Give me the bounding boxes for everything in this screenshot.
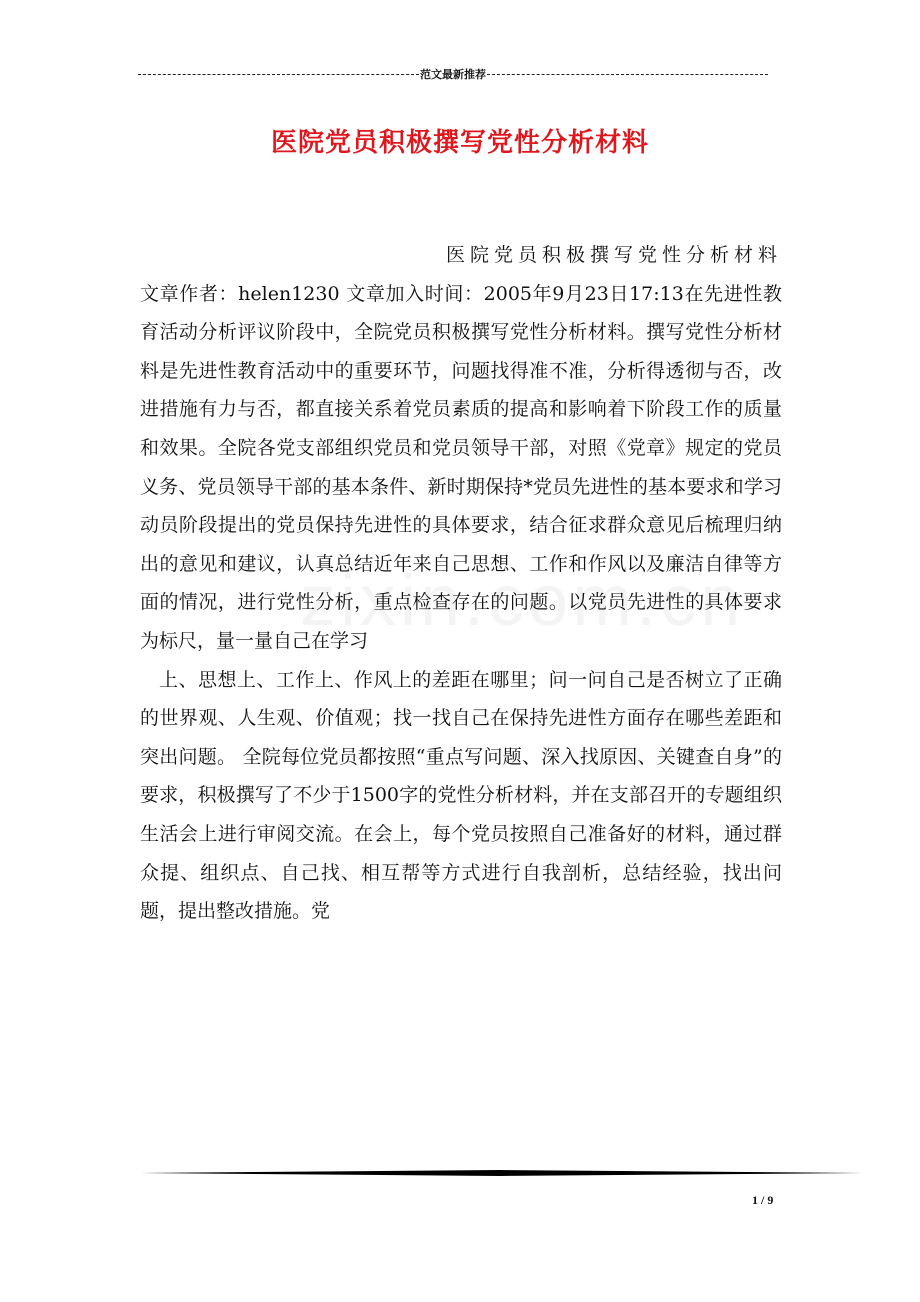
- document-body: [140, 236, 782, 931]
- footer-rule: [140, 1170, 863, 1176]
- sub-title: 医院党员积极撰写党性分析材料: [445, 244, 782, 266]
- page-number: 1 / 9: [752, 1193, 774, 1207]
- header-label: 范文最新推荐: [420, 69, 486, 81]
- header-line: [138, 66, 768, 82]
- header-dash-right: [487, 74, 768, 75]
- document-title: 医院党员积极撰写党性分析材料: [270, 128, 649, 158]
- paragraph-1: 文章作者：helen1230 文章加入时间：2005年9月23日17:13在先进性教育活动分析评议阶段中，全院党员积极撰写党性分析材料。撰写党性分析材料是先进性教育活动中的重要环节，问题找得准不准，分析得透彻与否，改进措施有力与否，都直接关系着党员素质的提高和影响着下阶段工作的质量和效果。全院各党支部组织党员和党员领导干部，对照《党章》规定的党员义务、党员领导干部的基本条件、新时期保持*党员先进性的基本要求和学习动员阶段提出的党员保持先进性的具体要求，结合征求群众意见后梳理归纳出的意见和建议，认真总结近年来自己思想、工作和作风以及廉洁自律等方面的情况，进行党性分析，重点检查存在的问题。以党员先进性的具体要求为标尺，量一量自己在学习: [140, 282, 782, 652]
- header-dash-left: [138, 74, 419, 75]
- paragraph-2: 上、思想上、工作上、作风上的差距在哪里；问一问自己是否树立了正确的世界观、人生观、价值观；找一找自己在保持先进性方面存在哪些差距和突出问题。 全院每位党员都按照“重点写问题、深入找原因、关键查自身”的要求，积极撰写了不少于1500字的党性分析材料，并在支部召开的专题组织生活会上进行审阅交流。在会上，每个党员按照自己准备好的材料，通过群众提、组织点、自己找、相互帮等方式进行自我剖析，总结经验，找出问题，提出整改措施。党: [140, 668, 782, 923]
